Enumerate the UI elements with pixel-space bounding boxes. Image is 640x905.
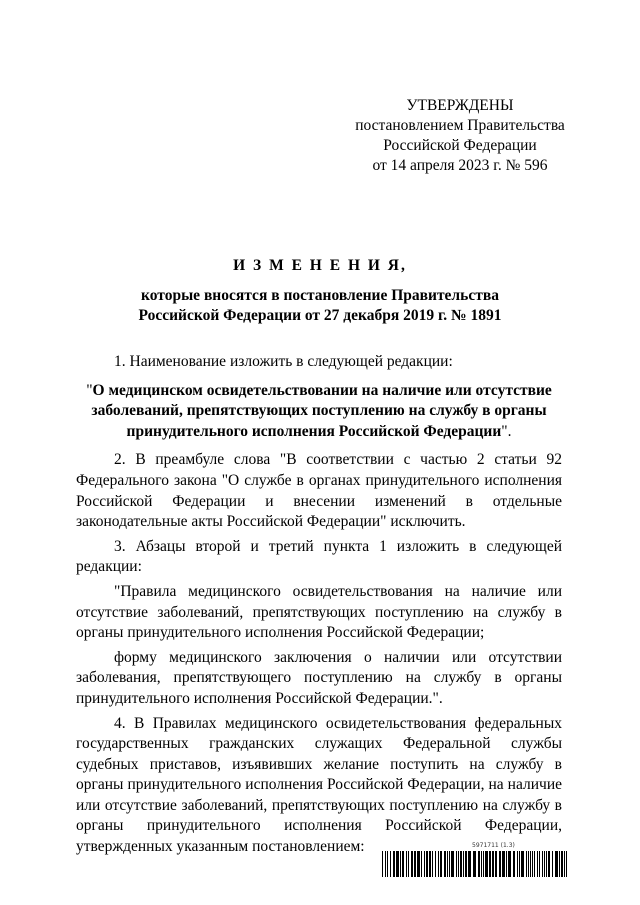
barcode-bar [495, 851, 497, 877]
barcode-bar [534, 851, 535, 877]
barcode-bar [544, 851, 545, 877]
paragraph-3a: "Правила медицинского освидетельствования на наличие или отсутствие заболеваний, препятствующих поступлению на службу в органы принудительного исполнения Российской Федерации; [76, 582, 562, 642]
barcode-bar [478, 851, 480, 877]
document-title-block [60, 256, 580, 326]
barcode-bar [417, 851, 420, 877]
approval-stamp [340, 96, 580, 176]
document-body [76, 352, 562, 858]
barcode-bar [517, 851, 518, 877]
approval-heading: УТВЕРЖДЕНЫ [406, 97, 514, 114]
approval-line-3: от 14 апреля 2023 г. № 596 [372, 157, 548, 174]
barcode-bar [542, 851, 543, 877]
paragraph-4: 4. В Правилах медицинского освидетельствования федеральных государственных гражданских служащих Федеральной службы судебных приставов, изъявивших желание поступить на службу в органы принудительного исполнения Российской Федерации, на наличие или отсутствие заболеваний, препятствующих поступлению на службу в органы принудительного исполнения Российской Федерации, утвержденных указанным постановлением: [76, 714, 562, 856]
barcode-bar [460, 851, 462, 877]
barcode-bar [458, 851, 459, 877]
barcode-bar [513, 851, 515, 877]
quote-close: ". [501, 422, 512, 440]
approval-line-2: Российской Федерации [383, 137, 537, 154]
barcode-bar [390, 851, 391, 877]
barcode-bar [555, 851, 558, 877]
barcode-bar [489, 851, 491, 877]
barcode-bar [564, 851, 565, 877]
approval-line-1: постановлением Правительства [355, 117, 565, 134]
barcode-bar [387, 851, 388, 877]
barcode-bar [499, 851, 501, 877]
quoted-new-title-bold: О медицинском освидетельствовании на наличие или отсутствие заболеваний, препятствующих поступлению на службу в органы принудительного исполнения Российской Федерации [91, 381, 552, 440]
barcode-bar [449, 851, 450, 877]
barcode-bar [473, 851, 476, 877]
barcode-graphic [382, 851, 570, 877]
barcode-bar [400, 851, 401, 877]
barcode-bar [528, 851, 529, 877]
barcode-bar [447, 851, 448, 877]
barcode-bar [481, 851, 482, 877]
barcode-bar [530, 851, 531, 877]
barcode-bar [432, 851, 433, 877]
barcode-bar [521, 851, 524, 877]
paragraph-3b: форму медицинского заключения о наличии или отсутствии заболевания, препятствующего поступлению на службу в органы принудительного исполнения Российской Федерации.". [76, 648, 562, 707]
barcode-bar [385, 851, 386, 877]
barcode-bar [483, 851, 484, 877]
barcode-bar [402, 851, 404, 877]
barcode-bar [438, 851, 439, 877]
barcode-bar [382, 851, 383, 877]
barcode-bar [526, 851, 527, 877]
barcode-bar [444, 851, 446, 877]
document-subtitle-2: Российской Федерации от 27 декабря 2019 г. № 1891 [138, 307, 502, 324]
quote-open: " [86, 381, 93, 399]
barcode-bar [465, 851, 467, 877]
barcode-bar [561, 851, 563, 877]
barcode-bar [492, 851, 494, 877]
barcode-bar [546, 851, 547, 877]
document-title: И З М Е Н Е Н И Я, [233, 257, 407, 274]
barcode-bar [519, 851, 520, 877]
barcode-bar [456, 851, 457, 877]
barcode-bar [468, 851, 471, 877]
barcode-bar [411, 851, 413, 877]
barcode-bar [435, 851, 436, 877]
barcode-bar [559, 851, 560, 877]
barcode-bar [396, 851, 399, 877]
barcode-bar [508, 851, 511, 877]
document-subtitle-1: которые вносятся в постановление Правительства [141, 287, 499, 304]
barcode-bar [539, 851, 540, 877]
quoted-new-title [76, 381, 562, 443]
paragraph-1: 1. Наименование изложить в следующей редакции: [114, 353, 453, 370]
barcode-bar [414, 851, 416, 877]
barcode-bar [421, 851, 422, 877]
barcode-bar [424, 851, 425, 877]
barcode-bar [406, 851, 407, 877]
barcode-bar [552, 851, 553, 877]
barcode-bar [408, 851, 409, 877]
barcode-bar [548, 851, 550, 877]
barcode-bar [506, 851, 507, 877]
barcode [382, 842, 570, 878]
paragraph-2: 2. В преамбуле слова "В соответствии с частью 2 статьи 92 Федерального закона "О службе в органах принудительного исполнения Российской Федерации и внесении изменений в отдельные законодательные акты Российской Федерации" исключить. [76, 451, 562, 531]
barcode-bar [537, 851, 538, 877]
barcode-label: 5971711 (1.3) [472, 842, 515, 849]
barcode-bar [426, 851, 428, 877]
barcode-bar [393, 851, 395, 877]
barcode-bar [566, 851, 567, 877]
barcode-bar [451, 851, 454, 877]
barcode-bar [532, 851, 533, 877]
paragraph-3: 3. Абзацы второй и третий пункта 1 изложить в следующей редакции: [76, 537, 562, 576]
barcode-bar [440, 851, 442, 877]
barcode-bar [463, 851, 464, 877]
barcode-bar [429, 851, 431, 877]
barcode-bar [485, 851, 488, 877]
barcode-bar [502, 851, 505, 877]
